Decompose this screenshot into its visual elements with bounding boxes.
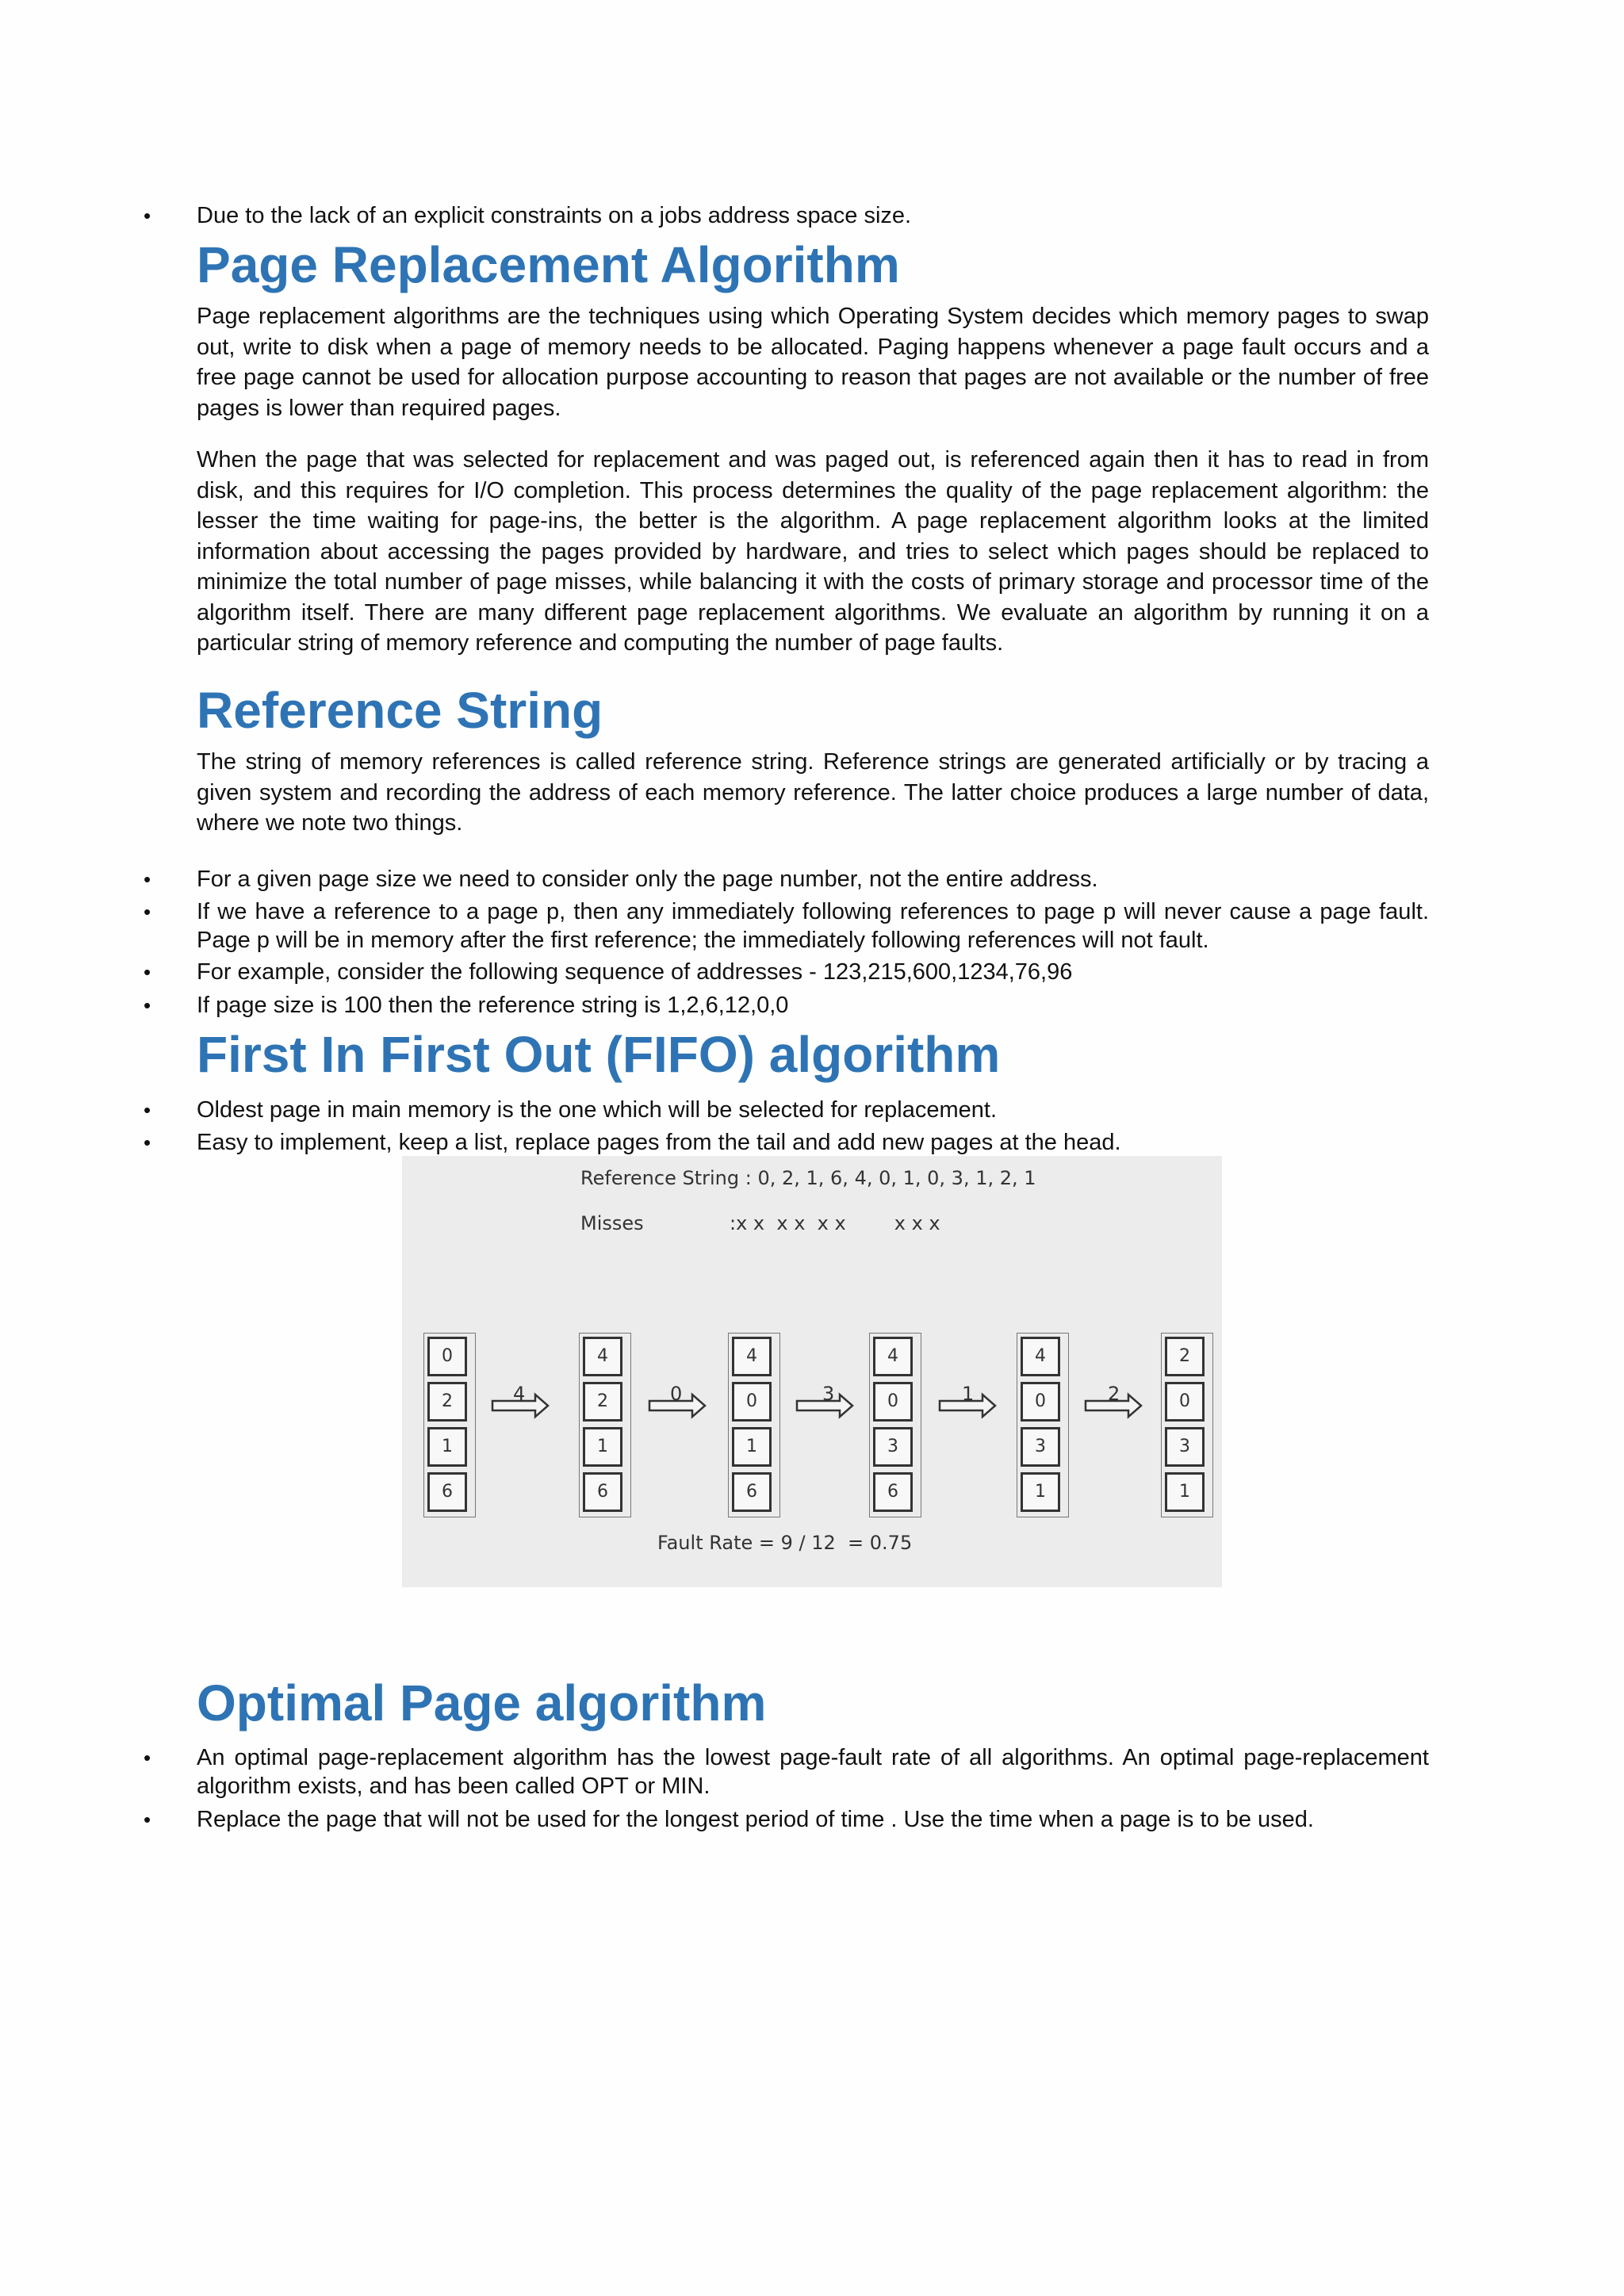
heading-optimal: Optimal Page algorithm bbox=[197, 1674, 767, 1732]
arrow-label: 1 bbox=[962, 1383, 975, 1405]
page-replacement-para-1 bbox=[197, 301, 1429, 423]
frame-cell: 1 bbox=[427, 1427, 467, 1467]
bullet-text: For a given page size we need to consider only the page number, not the entire address. bbox=[197, 867, 1098, 892]
paragraph: The string of memory references is called reference string. Reference strings are generated artificially or by tracing a given system and recording the address of each memory reference. The latter choice produces a large number of data, where we note two things. bbox=[197, 749, 1429, 836]
frame-cell: 0 bbox=[873, 1382, 913, 1422]
bullet-text: For example, consider the following sequence of addresses - 123,215,600,1234,76,96 bbox=[197, 959, 1073, 985]
frame-cell: 2 bbox=[1165, 1337, 1205, 1376]
frame-stack bbox=[732, 1337, 773, 1517]
frame-cell: 0 bbox=[1165, 1382, 1205, 1422]
frame-cell: 2 bbox=[583, 1382, 622, 1422]
bullet-dot: • bbox=[144, 960, 151, 984]
frame-cell: 4 bbox=[1021, 1337, 1060, 1376]
bullet-text: If page size is 100 then the reference string is 1,2,6,12,0,0 bbox=[197, 993, 789, 1018]
frame-cell: 6 bbox=[873, 1472, 913, 1512]
frame-cell: 0 bbox=[732, 1382, 772, 1422]
frame-stack bbox=[873, 1337, 914, 1517]
frame-stack bbox=[583, 1337, 624, 1517]
page-replacement-para-2 bbox=[197, 445, 1429, 659]
bullet-dot: • bbox=[144, 867, 151, 891]
figure-misses-label: Misses bbox=[580, 1212, 644, 1234]
stack-border bbox=[579, 1333, 631, 1517]
stack-border bbox=[1017, 1333, 1069, 1517]
arrow-label: 4 bbox=[513, 1383, 526, 1405]
frame-cell: 1 bbox=[732, 1427, 772, 1467]
bullet-text: Oldest page in main memory is the one which will be selected for replacement. bbox=[197, 1097, 998, 1123]
bullet-text: Easy to implement, keep a list, replace pages from the tail and add new pages at the head. bbox=[197, 1130, 1121, 1155]
frame-cell: 6 bbox=[732, 1472, 772, 1512]
bullet-dot: • bbox=[144, 204, 151, 228]
bullet-text: If we have a reference to a page p, then any immediately following references to page p will never cause a page fault. Page p will be in memory after the first reference; the immediately following references will not fault. bbox=[197, 899, 1429, 953]
stack-border bbox=[728, 1333, 780, 1517]
frame-cell: 0 bbox=[427, 1337, 467, 1376]
stack-border bbox=[1161, 1333, 1213, 1517]
heading-reference-string: Reference String bbox=[197, 682, 603, 739]
frame-cell: 3 bbox=[1165, 1427, 1205, 1467]
frame-cell: 1 bbox=[1165, 1472, 1205, 1512]
bullet-text: Due to the lack of an explicit constraints on a jobs address space size. bbox=[197, 203, 912, 228]
arrow-label: 0 bbox=[670, 1383, 683, 1405]
paragraph: Page replacement algorithms are the techniques using which Operating System decides which memory pages to swap out, write to disk when a page of memory needs to be allocated. Paging happens whenever a page fault occurs and a free page cannot be used for allocation purpose accounting to reason that pages are not available or the number of free pages is lower than required pages. bbox=[197, 304, 1429, 421]
frame-cell: 3 bbox=[1021, 1427, 1060, 1467]
bullet-dot: • bbox=[144, 993, 151, 1017]
arrow-label: 2 bbox=[1108, 1383, 1120, 1405]
bullet-dot: • bbox=[144, 900, 151, 924]
frame-cell: 6 bbox=[427, 1472, 467, 1512]
frame-cell: 0 bbox=[1021, 1382, 1060, 1422]
frame-cell: 2 bbox=[427, 1382, 467, 1422]
heading-fifo: First In First Out (FIFO) algorithm bbox=[197, 1026, 1001, 1083]
reference-string-para bbox=[197, 747, 1429, 839]
frame-cell: 1 bbox=[1021, 1472, 1060, 1512]
stack-border bbox=[869, 1333, 921, 1517]
frame-cell: 4 bbox=[583, 1337, 622, 1376]
bullet-dot: • bbox=[144, 1808, 151, 1831]
bullet-dot: • bbox=[144, 1746, 151, 1770]
frame-cell: 3 bbox=[873, 1427, 913, 1467]
frame-stack bbox=[1165, 1337, 1206, 1517]
bullet-text: An optimal page-replacement algorithm has the lowest page-fault rate of all algorithms. An optimal page-replacement algorithm exists, and has been called OPT or MIN. bbox=[197, 1745, 1429, 1799]
frame-cell: 6 bbox=[583, 1472, 622, 1512]
bullet-dot: • bbox=[144, 1131, 151, 1154]
figure-reference-string: Reference String : 0, 2, 1, 6, 4, 0, 1, 0, 3, 1, 2, 1 bbox=[580, 1167, 1036, 1189]
frame-stack bbox=[427, 1337, 469, 1517]
frame-stack bbox=[1021, 1337, 1062, 1517]
frame-cell: 4 bbox=[732, 1337, 772, 1376]
figure-fault-rate: Fault Rate = 9 / 12 = 0.75 bbox=[657, 1532, 913, 1554]
paragraph: When the page that was selected for replacement and was paged out, is referenced again then it has to read in from disk, and this requires for I/O completion. This process determines the quality of the page replacement algorithm: the lesser the time waiting for page-ins, the better is the algorithm. A page replacement algorithm looks at the limited information about accessing the pages provided by hardware, and tries to select which pages should be replaced to minimize the total number of page misses, while balancing it with the costs of primary storage and processor time of the algorithm itself. There are many different page replacement algorithms. We evaluate an algorithm by running it on a particular string of memory reference and computing the number of page faults. bbox=[197, 447, 1429, 656]
arrow-label: 3 bbox=[822, 1383, 835, 1405]
frame-cell: 1 bbox=[583, 1427, 622, 1467]
heading-page-replacement: Page Replacement Algorithm bbox=[197, 236, 900, 293]
bullet-text: Replace the page that will not be used for the longest period of time . Use the time when a page is to be used. bbox=[197, 1807, 1314, 1832]
fifo-figure bbox=[402, 1156, 1222, 1587]
stack-border bbox=[423, 1333, 476, 1517]
frame-cell: 4 bbox=[873, 1337, 913, 1376]
figure-misses-marks: :x x x x x x x x x bbox=[730, 1212, 940, 1234]
bullet-dot: • bbox=[144, 1098, 151, 1122]
